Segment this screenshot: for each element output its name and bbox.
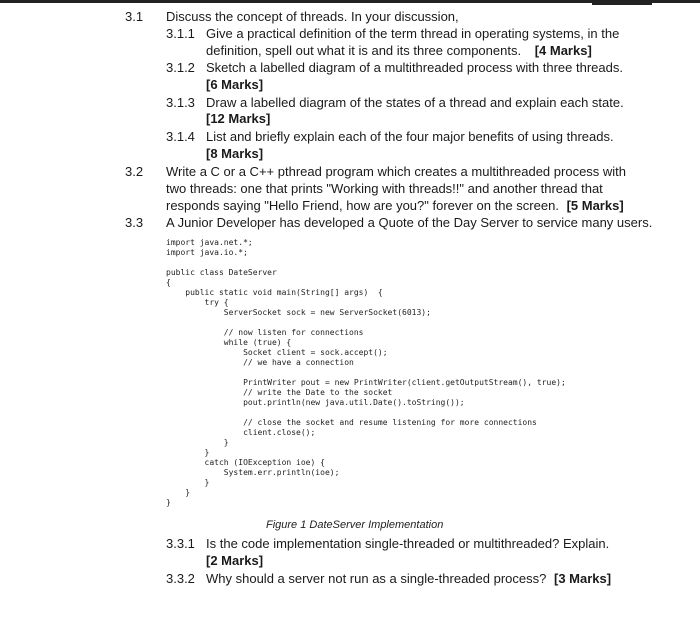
code-line: client.close();	[166, 428, 316, 437]
code-line: // close the socket and resume listening for more connections	[166, 418, 537, 427]
code-line	[166, 408, 566, 418]
sub-3-1-2-line1: Sketch a labelled diagram of a multithreaded process with three threads.	[206, 60, 623, 75]
question-3-2-marks: [5 Marks]	[566, 198, 624, 213]
code-line: while (true) {	[166, 338, 292, 347]
question-3-3-text: A Junior Developer has developed a Quote of the Day Server to service many users.	[166, 215, 653, 230]
sub-3-1-2-marks	[206, 76, 263, 93]
sub-3-3-1-marks	[206, 552, 263, 569]
question-3-1-text: Discuss the concept of threads. In your discussion,	[166, 9, 459, 24]
code-line: pout.println(new java.util.Date().toString());	[166, 398, 465, 407]
sub-3-1-2-marks-text: [6 Marks]	[206, 77, 264, 92]
sub-3-3-2-marks: [3 Marks]	[553, 571, 612, 586]
sub-3-3-1-line1: Is the code implementation single-threaded or multithreaded? Explain.	[206, 536, 610, 551]
code-line: PrintWriter pout = new PrintWriter(client.getOutputStream(), true);	[166, 378, 566, 387]
code-line: // now listen for connections	[166, 328, 364, 337]
sub-3-1-1-line1: Give a practical definition of the term thread in operating systems, in the	[206, 26, 620, 41]
sub-3-1-4-line1: List and briefly explain each of the four major benefits of using threads.	[206, 129, 614, 144]
sub-number-3-3-1: 3.3.1	[166, 536, 195, 551]
sub-3-3-2-line1	[206, 570, 611, 587]
sub-number-3-1-4: 3.1.4	[166, 129, 195, 144]
code-line: try {	[166, 298, 229, 307]
sub-3-1-3-marks	[206, 110, 270, 127]
code-listing	[166, 238, 566, 508]
code-line: import java.net.*;	[166, 238, 253, 247]
code-line: // write the Date to the socket	[166, 388, 393, 397]
question-number-3-2: 3.2	[125, 164, 144, 179]
code-line	[166, 258, 566, 268]
sub-3-1-1-line2-text: definition, spell out what it is and its three components.	[206, 43, 522, 58]
code-line: }	[166, 498, 171, 507]
code-line	[166, 368, 566, 378]
top-border-cut	[592, 0, 652, 5]
sub-3-3-1-marks-text: [2 Marks]	[206, 553, 264, 568]
code-line: System.err.println(ioe);	[166, 468, 340, 477]
question-number-3-1: 3.1	[125, 9, 144, 24]
sub-3-1-4-marks	[206, 145, 263, 162]
code-line	[166, 318, 566, 328]
code-line: Socket client = sock.accept();	[166, 348, 388, 357]
sub-3-1-3-line1: Draw a labelled diagram of the states of a thread and explain each state.	[206, 95, 624, 110]
code-line: }	[166, 488, 191, 497]
code-line: public class DateServer	[166, 268, 277, 277]
code-line: // we have a connection	[166, 358, 354, 367]
code-line: }	[166, 478, 210, 487]
question-3-2-line3	[166, 197, 624, 214]
code-line: }	[166, 448, 210, 457]
sub-3-3-2-text: Why should a server not run as a single-threaded process?	[206, 571, 547, 586]
code-line: }	[166, 438, 229, 447]
code-line: catch (IOException ioe) {	[166, 458, 325, 467]
figure-caption: Figure 1 DateServer Implementation	[266, 519, 444, 531]
sub-number-3-3-2: 3.3.2	[166, 571, 195, 586]
code-line: {	[166, 278, 171, 287]
code-line: import java.io.*;	[166, 248, 248, 257]
sub-3-1-4-marks-text: [8 Marks]	[206, 146, 264, 161]
code-line: public static void main(String[] args) {	[166, 288, 383, 297]
sub-number-3-1-3: 3.1.3	[166, 95, 195, 110]
sub-3-1-3-marks-text: [12 Marks]	[206, 111, 271, 126]
question-number-3-3: 3.3	[125, 215, 144, 230]
sub-number-3-1-1: 3.1.1	[166, 26, 195, 41]
sub-3-1-1-line2	[206, 42, 592, 59]
question-3-2-line2: two threads: one that prints "Working with threads!!" and another thread that	[166, 181, 603, 196]
question-3-2-line3-text: responds saying "Hello Friend, how are you?" forever on the screen.	[166, 198, 559, 213]
question-3-2-line1: Write a C or a C++ pthread program which creates a multithreaded process with	[166, 164, 627, 179]
sub-3-1-1-marks: [4 Marks]	[534, 43, 592, 58]
sub-number-3-1-2: 3.1.2	[166, 60, 195, 75]
code-line: ServerSocket sock = new ServerSocket(6013);	[166, 308, 431, 317]
